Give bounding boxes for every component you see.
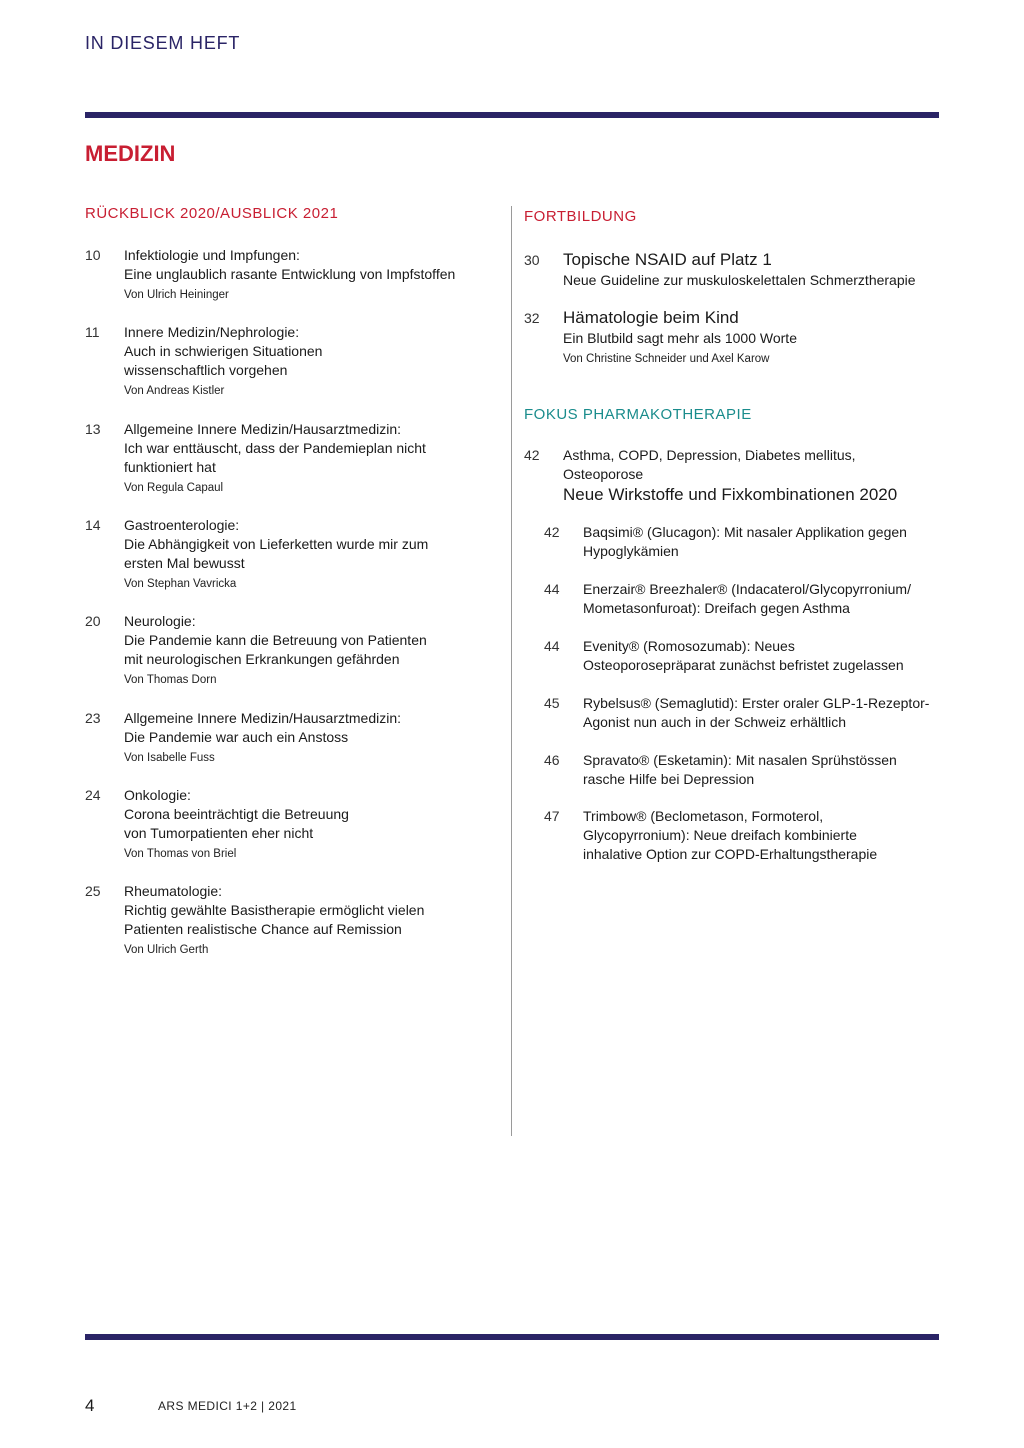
footer-journal: ARS MEDICI 1+2 | 2021 — [158, 1399, 297, 1413]
page-number: 25 — [85, 883, 101, 899]
entry-line: Hypoglykämien — [583, 543, 679, 559]
section-title: MEDIZIN — [85, 141, 176, 166]
page-number: 47 — [544, 808, 560, 824]
bottom-divider — [85, 1334, 939, 1340]
entry-line: Agonist nun auch in der Schweiz erhältlich — [583, 714, 847, 730]
page-number: 24 — [85, 787, 101, 803]
footer-page-number: 4 — [85, 1396, 95, 1415]
entry-author: Von Christine Schneider und Axel Karow — [563, 353, 770, 365]
entry-author: Von Isabelle Fuss — [124, 752, 215, 764]
entry-line: Allgemeine Innere Medizin/Hausarztmedizin: — [124, 421, 402, 437]
page-header-title: IN DIESEM HEFT — [85, 33, 241, 53]
fortbildung-heading: FORTBILDUNG — [524, 208, 637, 225]
page-number: 13 — [85, 421, 101, 437]
entry-author: Von Stephan Vavricka — [124, 578, 237, 590]
entry-line: Glycopyrronium): Neue dreifach kombinierte — [583, 827, 857, 843]
page-number: 45 — [544, 695, 560, 711]
page-number: 10 — [85, 247, 101, 263]
entry-line: funktioniert hat — [124, 459, 216, 475]
entry-line: wissenschaftlich vorgehen — [124, 362, 288, 378]
entry-line: ersten Mal bewusst — [124, 555, 245, 571]
entry-line: Patienten realistische Chance auf Remission — [124, 921, 402, 937]
page-number: 42 — [544, 524, 560, 540]
page-number: 32 — [524, 310, 540, 326]
entry-line: Gastroenterologie: — [124, 517, 240, 533]
entry-line: rasche Hilfe bei Depression — [583, 771, 755, 787]
entry-title: Topische NSAID auf Platz 1 — [563, 250, 772, 269]
entry-line: von Tumorpatienten eher nicht — [124, 825, 314, 841]
entry-line: Evenity® (Romosozumab): Neues — [583, 638, 795, 654]
page-number: 44 — [544, 581, 560, 597]
entry-line: Die Abhängigkeit von Lieferketten wurde mir zum — [124, 536, 429, 552]
entry-line: Osteoporosepräparat zunächst befristet zugelassen — [583, 657, 904, 673]
page-number: 46 — [544, 752, 560, 768]
entry-author: Von Thomas Dorn — [124, 674, 217, 686]
page-number: 11 — [85, 324, 100, 340]
entry-author: Von Regula Capaul — [124, 482, 224, 494]
entry-line: Enerzair® Breezhaler® (Indacaterol/Glycopyrronium/ — [583, 581, 911, 597]
entry-line: Rybelsus® (Semaglutid): Erster oraler GLP-1-Rezeptor- — [583, 695, 930, 711]
entry-line: Die Pandemie kann die Betreuung von Patienten — [124, 632, 427, 648]
entry-author: Von Andreas Kistler — [124, 385, 225, 397]
entry-line: Spravato® (Esketamin): Mit nasalen Sprühstössen — [583, 752, 897, 768]
entry-author: Von Ulrich Gerth — [124, 944, 209, 956]
fokus-heading: FOKUS PHARMAKOTHERAPIE — [524, 406, 752, 423]
entry-line: Auch in schwierigen Situationen — [124, 343, 323, 359]
entry-line: inhalative Option zur COPD-Erhaltungstherapie — [583, 846, 878, 862]
entry-line: Ich war enttäuscht, dass der Pandemieplan nicht — [124, 440, 426, 456]
entry-line: Die Pandemie war auch ein Anstoss — [124, 729, 349, 745]
entry-line: Osteoporose — [563, 466, 644, 482]
entry-line: Rheumatologie: — [124, 883, 223, 899]
entry-line: Mometasonfuroat): Dreifach gegen Asthma — [583, 600, 850, 616]
entry-author: Von Thomas von Briel — [124, 848, 237, 860]
page-number: 30 — [524, 252, 540, 268]
entry-line: Baqsimi® (Glucagon): Mit nasaler Applikation gegen — [583, 524, 907, 540]
entry-line: Richtig gewählte Basistherapie ermöglicht vielen — [124, 902, 425, 918]
entry-line: mit neurologischen Erkrankungen gefährden — [124, 651, 400, 667]
entry-subtitle: Ein Blutbild sagt mehr als 1000 Worte — [563, 330, 797, 346]
entry-line: Infektiologie und Impfungen: — [124, 247, 300, 263]
entry-title: Neue Wirkstoffe und Fixkombinationen 2020 — [563, 485, 898, 504]
entry-subtitle: Neue Guideline zur muskuloskelettalen Schmerztherapie — [563, 272, 916, 288]
entry-line: Corona beeinträchtigt die Betreuung — [124, 806, 349, 822]
page-number: 42 — [524, 447, 540, 463]
left-column-heading: RÜCKBLICK 2020/AUSBLICK 2021 — [85, 205, 339, 222]
entry-line: Innere Medizin/Nephrologie: — [124, 324, 300, 340]
page-number: 44 — [544, 638, 560, 654]
entry-line: Trimbow® (Beclometason, Formoterol, — [583, 808, 824, 824]
column-divider — [511, 206, 512, 1136]
entry-line: Neurologie: — [124, 613, 196, 629]
entry-line: Eine unglaublich rasante Entwicklung von Impfstoffen — [124, 266, 456, 282]
entry-author: Von Ulrich Heininger — [124, 289, 229, 301]
entry-title: Hämatologie beim Kind — [563, 308, 739, 327]
page-number: 23 — [85, 710, 101, 726]
entry-line: Asthma, COPD, Depression, Diabetes mellitus, — [563, 447, 856, 463]
top-divider — [85, 112, 939, 118]
entry-line: Onkologie: — [124, 787, 191, 803]
page-number: 14 — [85, 517, 101, 533]
entry-line: Allgemeine Innere Medizin/Hausarztmedizin: — [124, 710, 402, 726]
page-number: 20 — [85, 613, 101, 629]
